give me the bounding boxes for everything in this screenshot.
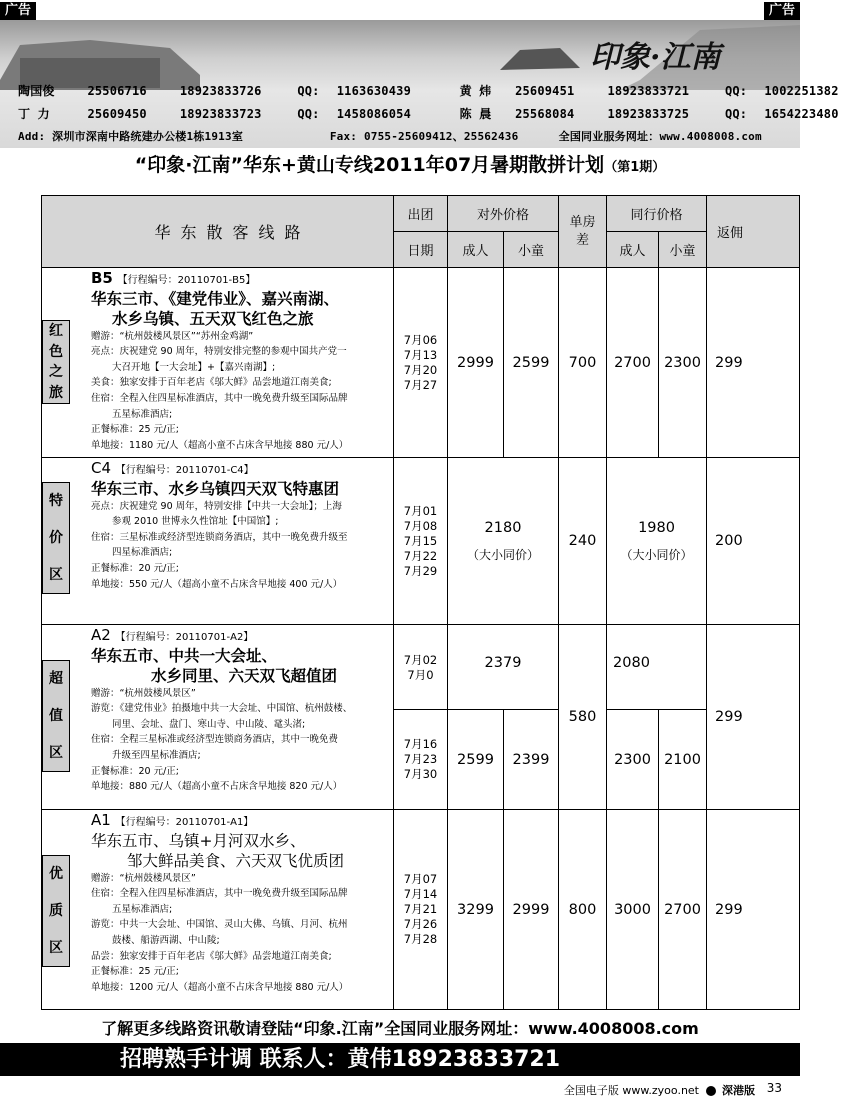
route-code: A1	[91, 811, 111, 829]
more-info-line: 了解更多线路资讯敬请登陆“印象.江南”全国同业服务网址：www.4008008.com	[101, 1019, 699, 1038]
brand-logo: 印象·江南	[590, 40, 721, 75]
child-price: 2599	[504, 268, 559, 458]
peer-adult-price: 2300	[607, 710, 659, 810]
single-room-price: 580	[559, 625, 607, 810]
route-food: 美食：独家安排于百年老店《邬大鲜》品尝地道江南美食;	[91, 377, 332, 389]
price-note: （大小同价）	[620, 547, 693, 562]
rebate-price: 299	[707, 810, 800, 1010]
contact-mobile: 18923833723	[179, 107, 262, 121]
contact-tel: 25506716	[87, 84, 147, 98]
category-char: 区	[49, 744, 63, 761]
route-food: 品尝：独家安排于百年老店《邬大鲜》品尝地道江南美食;	[91, 950, 332, 962]
qq-label: QQ:	[724, 84, 748, 98]
peer-adult-header: 成人	[607, 232, 659, 268]
external-price-same	[448, 458, 559, 625]
contact-row-2	[18, 105, 844, 122]
ad-label-left: 广告	[0, 2, 36, 20]
route-highlight: 大召开地【一大会址】+【嘉兴南湖】;	[112, 361, 276, 373]
single-room-price: 700	[559, 268, 607, 458]
contact-name: 陶国俊	[18, 84, 55, 98]
qq-label: QQ:	[724, 107, 748, 121]
contact-mobile: 18923833725	[607, 107, 690, 121]
route-code: C4	[91, 459, 112, 477]
peer-child-price: 2300	[659, 268, 707, 458]
route-number: 【行程编号：20110701-B5】	[117, 275, 256, 286]
route-detail-b5	[42, 268, 394, 458]
adult-price: 2599	[448, 710, 504, 810]
edition-line	[564, 1082, 755, 1098]
single-room-price: 800	[559, 810, 607, 1010]
depart-dates: 7月16 7月23 7月30	[394, 710, 448, 810]
depart-dates: 7月07 7月14 7月21 7月26 7月28	[394, 810, 448, 1010]
route-pickup: 单地接：1180 元/人（超高小童不占床含早地接 880 元/人）	[91, 439, 349, 451]
route-title: 邹大鲜品美食、六天双飞优质团	[127, 851, 345, 870]
table-row	[42, 458, 800, 625]
rebate-price: 200	[707, 458, 800, 625]
price-value: 1980	[638, 519, 675, 536]
contact-name: 陈 晨	[459, 107, 492, 121]
peer-price-same	[607, 458, 707, 625]
child-header: 小童	[504, 232, 559, 268]
peer-price-same: 2080	[607, 625, 707, 710]
peer-child-price: 2700	[659, 810, 707, 1010]
qq-label: QQ:	[297, 84, 320, 98]
rebate-price: 299	[707, 625, 800, 810]
title-issue: （第1期）	[604, 160, 666, 175]
category-char: 值	[49, 707, 63, 724]
page-number: 33	[766, 1081, 782, 1095]
contact-qq: 1163630439	[336, 84, 411, 98]
site-url[interactable]: www.4008008.com	[659, 130, 762, 143]
route-detail-a1	[42, 810, 394, 1010]
table-header-row	[42, 196, 800, 232]
contact-mobile: 18923833721	[607, 84, 690, 98]
address: Add: 深圳市深南中路统建办公楼1栋1913室	[18, 130, 244, 143]
route-code: B5	[91, 269, 113, 287]
route-gift: 赠游：“杭州鼓楼风景区”“苏州金鸡湖”	[91, 330, 254, 342]
route-number: 【行程编号：20110701-A2】	[115, 632, 254, 643]
title-text: “印象·江南”华东+黄山专线2011年07月暑期散拼计划	[134, 154, 605, 176]
edition-text: 全国电子版 www.zyoo.net	[563, 1084, 699, 1097]
category-char: 区	[49, 566, 63, 583]
price-note: （大小同价）	[467, 547, 540, 562]
route-title: 华东三市、水乡乌镇四天双飞特惠团	[91, 479, 340, 498]
route-highlight: 亮点：庆祝建党 90 周年，特别安排【中共一大会址】；上海	[91, 500, 342, 512]
table-row	[42, 268, 800, 458]
adult-header: 成人	[448, 232, 504, 268]
category-char: 红	[49, 323, 63, 340]
rebate-header: 返佣	[707, 196, 800, 268]
edition-tag: 深港版	[722, 1084, 755, 1097]
peer-price-header: 同行价格	[607, 196, 707, 232]
contact-qq: 1654223480	[764, 107, 839, 121]
route-number: 【行程编号：20110701-A1】	[115, 817, 254, 828]
route-highlight: 亮点：庆祝建党 90 周年，特别安排完整的参观中国共产党一	[91, 346, 347, 358]
route-tour: 游览：中共一大会址、中国馆、灵山大佛、乌镇、月河、杭州	[91, 919, 348, 931]
child-price: 2999	[504, 810, 559, 1010]
category-char: 优	[49, 866, 63, 883]
route-title: 华东五市、中共一大会址、	[91, 646, 278, 665]
route-stay: 住宿：三星标准或经济型连锁商务酒店，其中一晚免费升级至	[91, 531, 348, 543]
recruit-text: 招聘熟手计调 联系人：黄伟18923833721	[120, 1047, 561, 1072]
table-row	[42, 810, 800, 1010]
rebate-price: 299	[707, 268, 800, 458]
route-title: 华东五市、乌镇+月河双水乡、	[91, 831, 306, 850]
route-title: 华东三市、《建党伟业》、嘉兴南湖、	[91, 289, 340, 308]
contact-tel: 25609450	[87, 107, 147, 121]
route-number: 【行程编号：20110701-C4】	[115, 465, 254, 476]
child-price: 2399	[504, 710, 559, 810]
route-tour: 同里、会址、盘门、寒山寺、中山陵、鼋头渚;	[112, 718, 306, 730]
route-code: A2	[91, 626, 111, 644]
route-stay: 升级至四星标准酒店;	[112, 749, 201, 761]
route-meal: 正餐标准：20 元/正;	[91, 765, 180, 777]
route-detail-c4	[42, 458, 394, 625]
single-room-price: 240	[559, 458, 607, 625]
route-tour: 游览：《建党伟业》拍摄地中共一大会址、中国馆、杭州鼓楼、	[91, 703, 353, 715]
depart-dates: 7月06 7月13 7月20 7月27	[394, 268, 448, 458]
route-pickup: 单地接：880 元/人（超高小童不占床含早地接 820 元/人）	[91, 781, 343, 793]
adult-price: 3299	[448, 810, 504, 1010]
route-title: 水乡乌镇、五天双飞红色之旅	[112, 309, 314, 328]
contact-name: 黄 炜	[459, 84, 492, 98]
fax: Fax: 0755-25609412、25562436	[329, 130, 519, 143]
external-price-header: 对外价格	[448, 196, 559, 232]
contact-tel: 25609451	[515, 84, 575, 98]
qq-label: QQ:	[297, 107, 320, 121]
category-char: 质	[49, 902, 63, 919]
category-char: 色	[49, 343, 63, 360]
table-row	[42, 625, 800, 710]
route-meal: 正餐标准：25 元/正;	[91, 966, 180, 978]
route-stay: 四星标准酒店;	[112, 547, 173, 559]
peer-child-header: 小童	[659, 232, 707, 268]
category-char: 特	[49, 493, 63, 510]
header-banner	[0, 20, 839, 148]
route-stay: 五星标准酒店;	[112, 903, 173, 915]
category-char: 价	[49, 529, 63, 546]
contact-qq: 1458086054	[336, 107, 411, 121]
peer-adult-price: 2700	[607, 268, 659, 458]
contact-qq: 1002251382	[764, 84, 839, 98]
depart-header: 出团	[394, 196, 448, 232]
route-tour: 鼓楼、船游西湖、中山陵;	[112, 934, 220, 946]
depart-dates: 7月02 7月0	[394, 625, 448, 710]
category-char: 区	[49, 939, 63, 956]
category-char: 之	[49, 364, 63, 381]
route-meal: 正餐标准：20 元/正;	[91, 562, 180, 574]
route-stay: 住宿：全程入住四星标准酒店，其中一晚免费升级至国际品牌	[91, 392, 348, 404]
route-header: 华东散客线路	[42, 196, 394, 268]
route-stay: 住宿：全程入住四星标准酒店，其中一晚免费升级至国际品牌	[91, 888, 348, 900]
adult-price: 2999	[448, 268, 504, 458]
price-value: 2180	[484, 519, 522, 536]
ad-label-right: 广告	[764, 2, 800, 20]
peer-child-price: 2100	[659, 710, 707, 810]
route-stay: 住宿：全程三星标准或经济型连锁商务酒店，其中一晚免费	[91, 734, 339, 746]
address-row	[18, 128, 762, 144]
contact-tel: 25568084	[515, 107, 575, 121]
route-gift: 赠游：“杭州鼓楼风景区”	[91, 872, 196, 884]
route-stay: 五星标准酒店;	[112, 408, 173, 420]
route-highlight: 参观 2010 世博永久性馆址【中国馆】;	[112, 516, 279, 528]
route-price-table	[41, 195, 800, 1010]
route-meal: 正餐标准：25 元/正;	[91, 424, 180, 436]
site-label: 全国同业服务网址：	[558, 130, 660, 143]
contact-mobile: 18923833726	[179, 84, 262, 98]
peer-adult-price: 3000	[607, 810, 659, 1010]
route-detail-a2	[42, 625, 394, 810]
external-price-same: 2379	[448, 625, 559, 710]
page-title	[0, 150, 800, 177]
edition-dot-icon	[706, 1086, 716, 1096]
contact-row-1	[18, 82, 844, 99]
single-room-header: 单房差	[559, 196, 607, 268]
route-title: 水乡同里、六天双飞超值团	[151, 666, 338, 685]
category-char: 旅	[49, 384, 63, 401]
depart-dates: 7月01 7月08 7月15 7月22 7月29	[394, 458, 448, 625]
route-pickup: 单地接：550 元/人（超高小童不占床含早地接 400 元/人）	[91, 578, 343, 590]
contact-name: 丁 力	[18, 107, 50, 121]
category-char: 超	[49, 671, 63, 688]
route-gift: 赠游：“杭州鼓楼风景区”	[91, 687, 196, 699]
depart-date-header: 日期	[394, 232, 448, 268]
route-pickup: 单地接：1200 元/人（超高小童不占床含早地接 880 元/人）	[91, 981, 349, 993]
